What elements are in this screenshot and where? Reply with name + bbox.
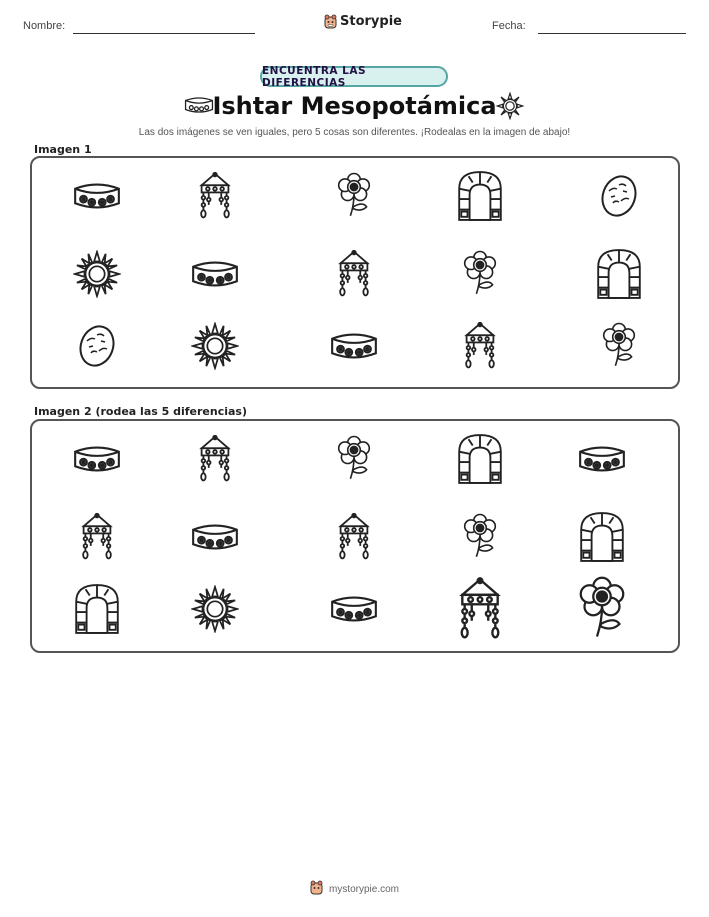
headdress-icon[interactable] — [456, 576, 504, 646]
headdress-icon[interactable] — [197, 434, 233, 488]
image2-label: Imagen 2 (rodea las 5 diferencias) — [34, 405, 248, 418]
oval-stone-icon — [77, 323, 117, 373]
name-field-line[interactable] — [73, 33, 255, 34]
storypie-logo-icon — [310, 880, 323, 898]
image1-label: Imagen 1 — [34, 143, 92, 156]
flower-icon[interactable] — [336, 435, 372, 487]
activity-badge: ENCUENTRA LAS DIFERENCIAS — [260, 66, 448, 87]
bracelet-icon[interactable] — [71, 441, 123, 481]
oval-stone-icon — [599, 173, 639, 223]
footer — [0, 880, 709, 898]
bracelet-icon[interactable] — [189, 519, 241, 559]
gate-icon — [595, 248, 643, 304]
bracelet-icon[interactable] — [328, 591, 380, 631]
flower-icon — [336, 172, 372, 224]
sun-icon — [73, 250, 121, 302]
flower-icon[interactable] — [577, 576, 627, 646]
bracelet-icon — [71, 178, 123, 218]
flower-icon — [601, 322, 637, 374]
headdress-icon — [462, 321, 498, 375]
flower-icon[interactable] — [462, 513, 498, 565]
page-title: Ishtar Mesopotámica — [212, 92, 497, 120]
headdress-icon[interactable] — [79, 512, 115, 566]
instructions: Las dos imágenes se ven iguales, pero 5 cosas son diferentes. ¡Rodealas en la imagen de abajo! — [138, 127, 571, 138]
flower-icon — [462, 250, 498, 302]
brand — [324, 14, 402, 29]
storypie-logo-icon — [324, 14, 337, 29]
image2-panel[interactable] — [30, 419, 680, 653]
gate-icon[interactable] — [578, 511, 626, 567]
sun-icon — [495, 91, 525, 125]
headdress-icon — [336, 249, 372, 303]
gate-icon — [456, 170, 504, 226]
date-field-line[interactable] — [538, 33, 686, 34]
bracelet-icon — [189, 256, 241, 296]
brand-name: Storypie — [340, 14, 402, 29]
sun-icon — [191, 322, 239, 374]
sun-icon[interactable] — [191, 585, 239, 637]
headdress-icon[interactable] — [336, 512, 372, 566]
bracelet-icon — [328, 328, 380, 368]
image1-panel — [30, 156, 680, 389]
footer-url[interactable]: mystorypie.com — [328, 883, 399, 895]
date-label: Fecha: — [492, 20, 526, 32]
bracelet-icon[interactable] — [576, 441, 628, 481]
name-label: Nombre: — [23, 20, 66, 32]
gate-icon[interactable] — [456, 433, 504, 489]
headdress-icon — [197, 171, 233, 225]
gate-icon[interactable] — [73, 583, 121, 639]
